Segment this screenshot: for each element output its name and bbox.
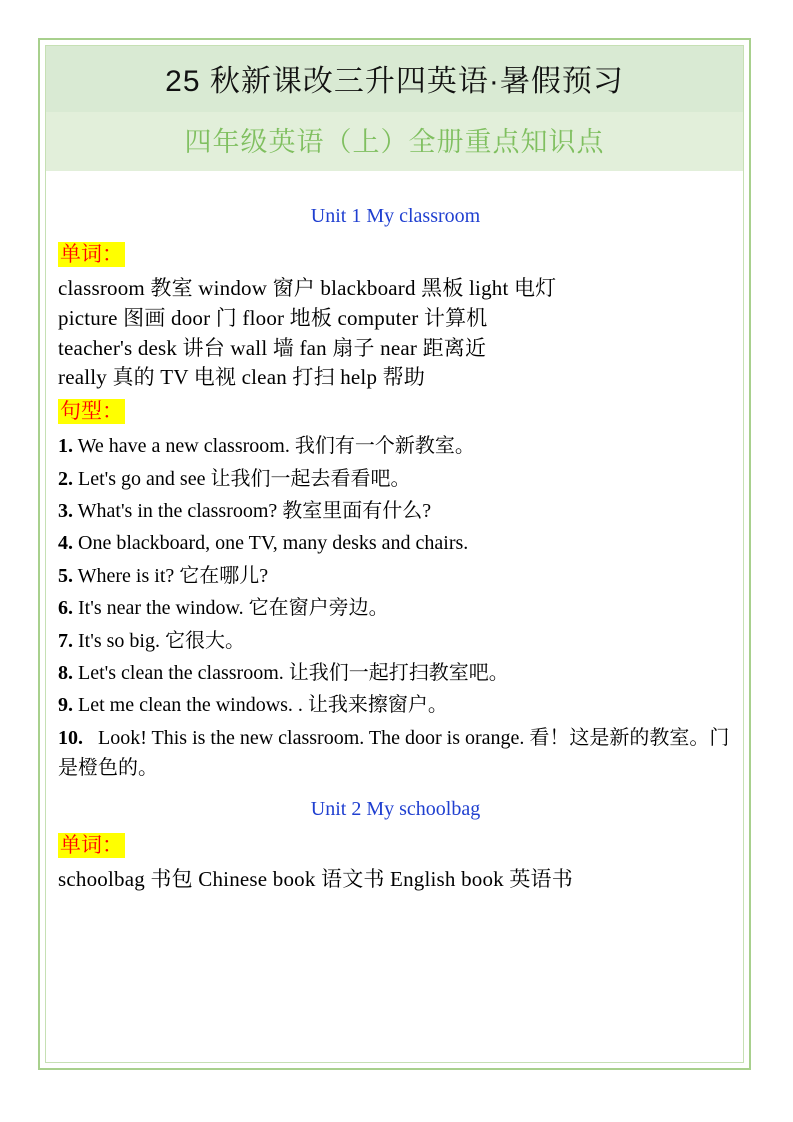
unit-2-word-line: schoolbag 书包 Chinese book 语文书 English book 英语书 <box>58 866 573 891</box>
unit-1-words-label-wrap <box>58 238 733 268</box>
sentence-item <box>58 723 733 784</box>
sentence-item <box>58 431 733 461</box>
sentence-number: 5. <box>58 564 73 587</box>
document-subtitle: 四年级英语（上）全册重点知识点 <box>46 112 743 171</box>
sentence-number: 10. <box>58 726 83 749</box>
sentence-text: What's in the classroom? 教室里面有什么? <box>77 500 432 523</box>
unit-1-heading: Unit 1 My classroom <box>310 205 481 227</box>
sentence-item <box>58 658 733 688</box>
sentence-text: Let me clean the windows. . 让我来擦窗户。 <box>78 694 448 717</box>
unit-1-word-line: classroom 教室 window 窗户 blackboard 黑板 light 电灯 <box>58 276 557 300</box>
sentence-item <box>58 464 733 494</box>
sentence-item <box>58 561 733 591</box>
sentence-text: Look! This is the new classroom. The door is orange. 看！这是新的教室。门是橙色的。 <box>58 726 730 780</box>
sentence-text: It's so big. 它很大。 <box>78 629 245 652</box>
sentence-text: One blackboard, one TV, many desks and chairs. <box>78 532 469 555</box>
sentence-item <box>58 626 733 656</box>
sentence-item <box>58 690 733 720</box>
unit-1-word-line: picture 图画 door 门 floor 地板 computer 计算机 <box>58 305 488 330</box>
unit-2-heading: Unit 2 My schoolbag <box>310 797 481 820</box>
sentence-number: 8. <box>58 661 73 684</box>
sentence-number: 4. <box>58 532 73 555</box>
sentence-number: 1. <box>58 435 73 458</box>
sentence-text: It's near the window. 它在窗户旁边。 <box>78 597 389 620</box>
document-content <box>46 205 743 894</box>
sentence-number: 3. <box>58 500 73 523</box>
sentence-item <box>58 593 733 623</box>
sentence-number: 2. <box>58 467 73 490</box>
document-title: 25 秋新课改三升四英语·暑假预习 <box>46 46 743 112</box>
sentence-text: Where is it? 它在哪儿? <box>77 564 269 587</box>
sentence-item <box>58 496 733 526</box>
sentence-text: We have a new classroom. 我们有一个新教室。 <box>77 435 475 458</box>
document-page <box>38 38 751 1070</box>
unit-1-words-label: 单词： <box>60 243 123 266</box>
sentence-item <box>58 528 733 558</box>
unit-1-word-line: teacher's desk 讲台 wall 墙 fan 扇子 near 距离近 <box>58 335 487 360</box>
sentence-text: Let's go and see 让我们一起去看看吧。 <box>78 467 411 490</box>
unit-2-words-label-wrap <box>58 829 733 859</box>
unit-2-words-label: 单词： <box>60 833 123 857</box>
unit-1-word-line: really 真的 TV 电视 clean 打扫 help 帮助 <box>58 365 426 390</box>
sentence-text: Let's clean the classroom. 让我们一起打扫教室吧。 <box>78 661 509 684</box>
unit-1-patterns-label: 句型： <box>60 400 123 424</box>
sentence-number: 6. <box>58 597 73 620</box>
unit-1-patterns-label-wrap <box>58 395 733 425</box>
page-inner-border <box>45 45 744 1063</box>
sentence-number: 7. <box>58 629 73 652</box>
sentence-number: 9. <box>58 694 73 717</box>
